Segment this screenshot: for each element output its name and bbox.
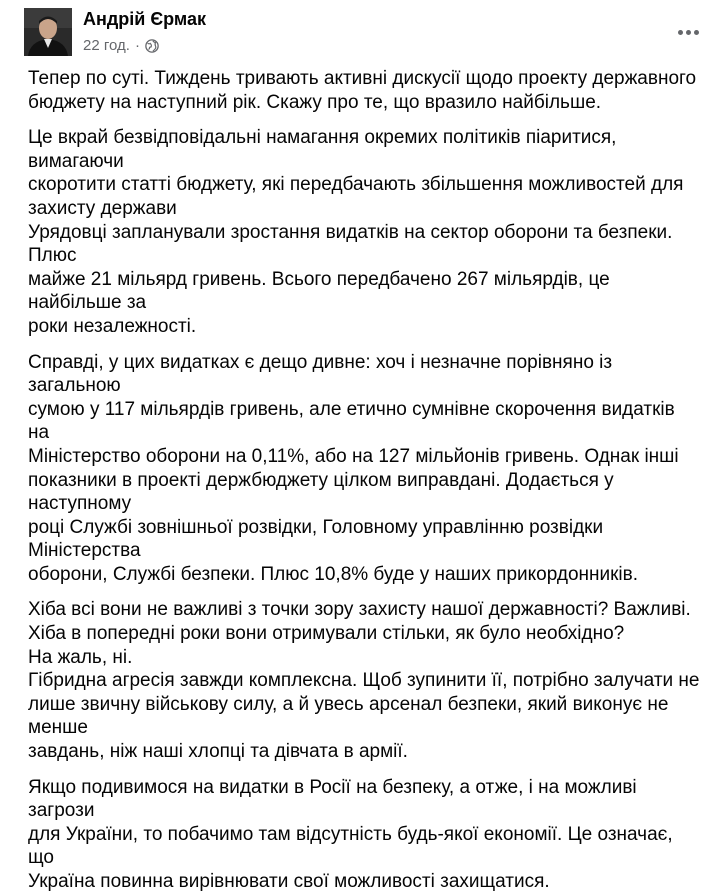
post-paragraph: Хіба всі вони не важливі з точки зору захисту нашої державності? Важливі. Хіба в попередні роки вони отримували стільки, як було необхідно? На жаль, ні. Гібридна агресія завжди комплексна. Щоб зупинити її, потрібно залучати не лише звичну військову силу, а й увесь арсенал безпеки, який виконує не менше завдань, ніж наші хлопці та дівчата в армії.: [28, 599, 700, 763]
globe-icon[interactable]: [145, 39, 159, 53]
author-name[interactable]: Андрій Єрмак: [83, 9, 207, 29]
more-options-button[interactable]: [670, 18, 706, 46]
post-paragraph: Якщо подивимося на видатки в Росії на безпеку, а отже, і на можливі загрози для України, то побачимо там відсутність будь-якої економії. Це означає, що Україна повинна вирівнювати свої можливості захищатися.: [28, 776, 673, 892]
post-text: [12, 62, 714, 894]
avatar-image: [24, 8, 72, 56]
post-paragraph: Справді, у цих видатках є дещо дивне: хоч і незначне порівняно із загальною сумою у 117 мільярдів гривень, але етично сумнівне скорочення видатків на Міністерство оборони на 0,11%, або на 127 мільйонів гривень. Однак інші показники в проекті держбюджету цілком виправдані. Додається у наступному році Службі зовнішньої розвідки, Головному управлінню розвідки Міністерства оборони, Службі безпеки. Плюс 10,8% буде у наших прикордонників.: [28, 351, 679, 585]
post-meta: [83, 37, 159, 54]
meta-separator: ·: [134, 37, 140, 54]
more-options-icon: [678, 30, 683, 35]
post-paragraph: Тепер по суті. Тиждень тривають активні дискусії щодо проекту державного бюджету на наступний рік. Скажу про те, що вразило найбільше.: [28, 68, 697, 113]
post-header: [12, 0, 714, 62]
post-paragraph: Це вкрай безвідповідальні намагання окремих політиків піаритися, вимагаючи скоротити статті бюджету, які передбачають збільшення можливостей для захисту держави Урядовці запланували зростання видатків на сектор оборони та безпеки. Плюс майже 21 мільярд гривень. Всього передбачено 267 мільярдів, це найбільше за роки незалежності.: [28, 127, 684, 337]
post-timestamp[interactable]: 22 год.: [83, 37, 130, 54]
avatar[interactable]: [24, 8, 72, 56]
